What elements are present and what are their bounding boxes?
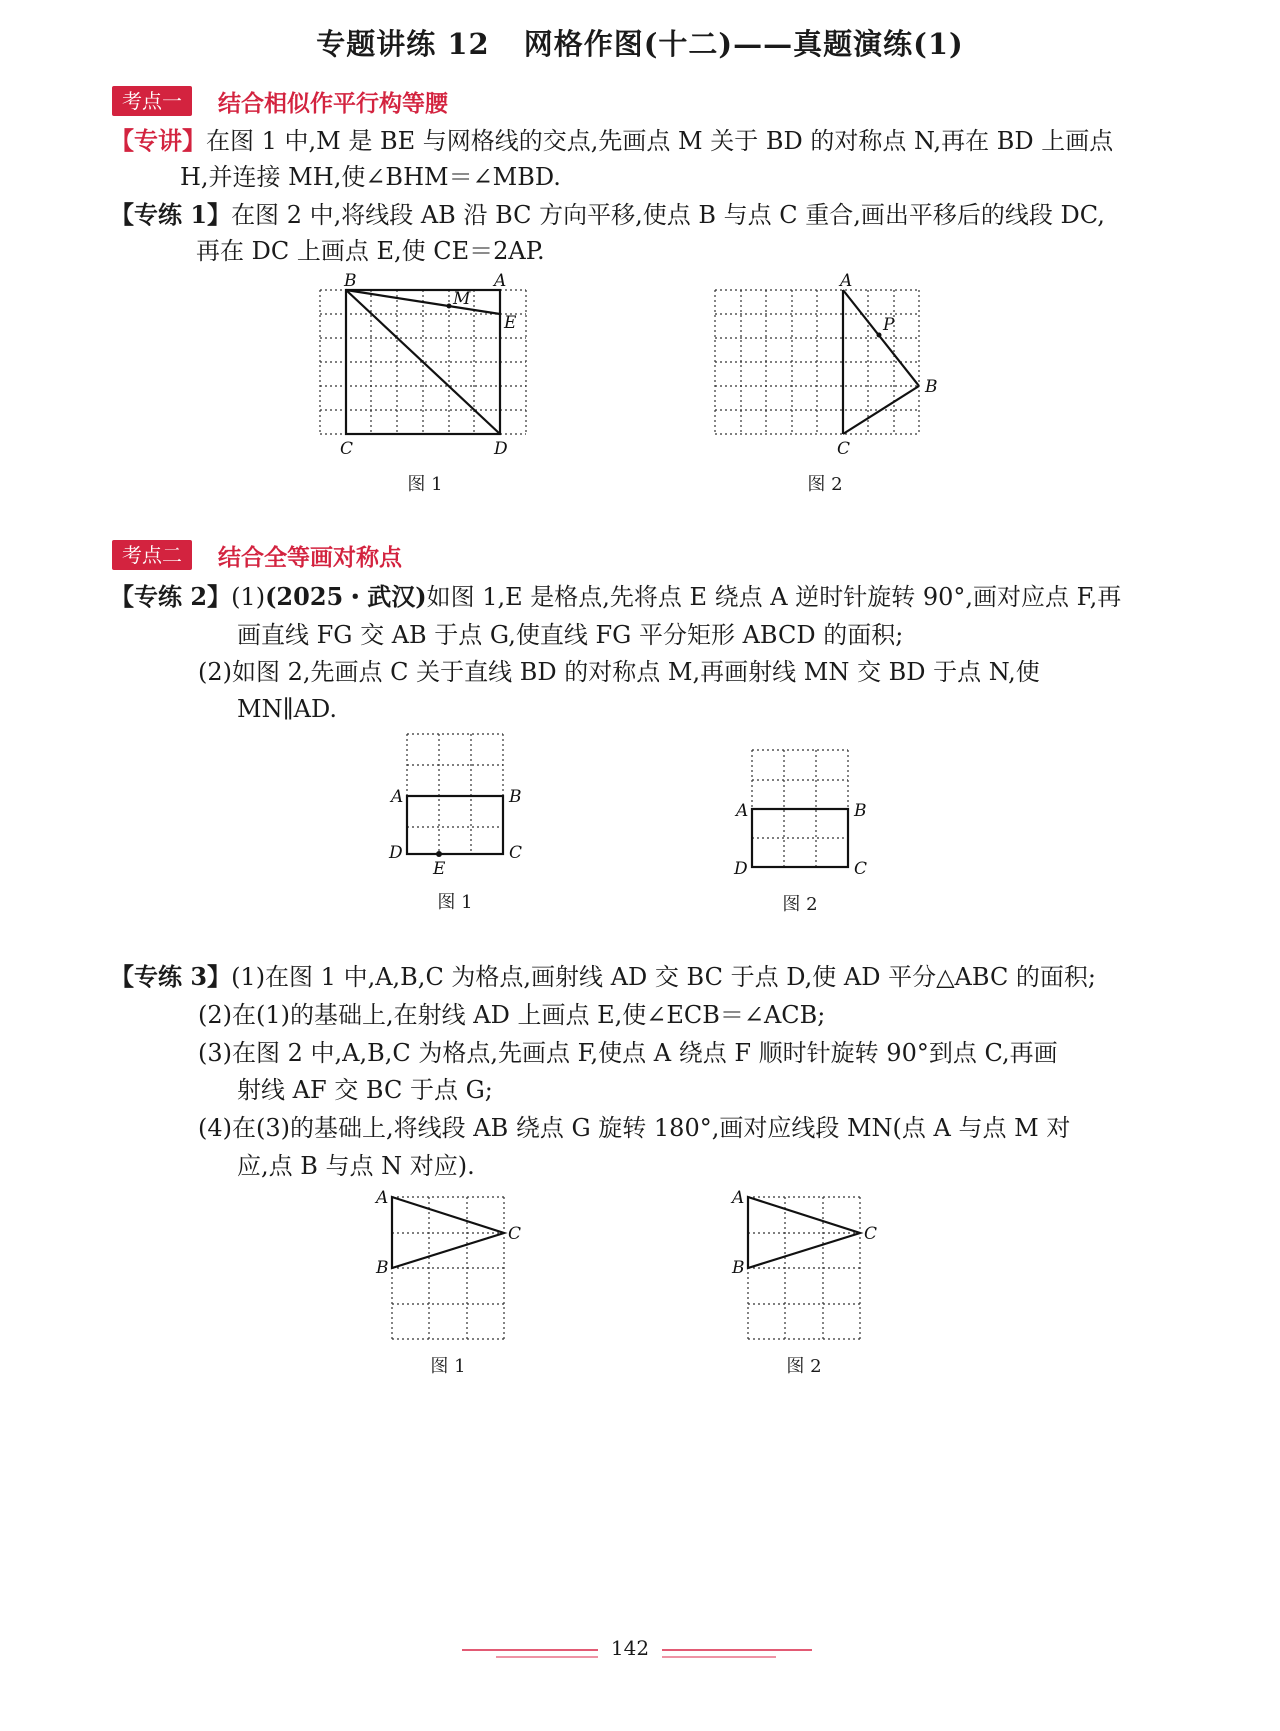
fig3-grid-lines (407, 734, 503, 854)
p2-line2: 画直线 FG 交 AB 于点 G,使直线 FG 平分矩形 ABCD 的面积; (237, 621, 904, 649)
fig4-label-d: D (734, 859, 748, 879)
lecture-line1 (110, 126, 1113, 156)
p3-line5: (4)在(3)的基础上,将线段 AB 绕点 G 旋转 180°,画对应线段 MN(点 A 与点 M 对 (198, 1114, 1071, 1142)
p3-text1: (1)在图 1 中,A,B,C 为格点,画射线 AD 交 BC 于点 D,使 AD 平分△ABC 的面积; (231, 963, 1097, 991)
section2-title: 结合全等画对称点 (218, 544, 402, 571)
p3-label: 【专练 3】 (110, 962, 232, 991)
fig5-label-c: C (508, 1224, 522, 1244)
fig2-segment-ab (843, 290, 919, 386)
fig6-grid-lines (748, 1197, 860, 1339)
p2-label: 【专练 2】 (110, 582, 232, 611)
fig1-label-c: C (340, 439, 354, 459)
page-number: 142 (610, 1636, 650, 1660)
footer-line-right-2 (662, 1656, 776, 1658)
fig3-rect (407, 796, 503, 854)
fig6-label-c: C (864, 1224, 878, 1244)
p3-line3: (3)在图 2 中,A,B,C 为格点,先画点 F,使点 A 绕点 F 顺时针旋转 90°到点 C,再画 (198, 1039, 1058, 1067)
lecture-text1: 在图 1 中,M 是 BE 与网格线的交点,先画点 M 关于 BD 的对称点 N,再在 BD 上画点 (206, 127, 1114, 155)
lecture-topic: 网格作图(十二)——真题演练(1) (523, 27, 964, 61)
fig3-label-d: D (389, 843, 403, 863)
p1-line2: 再在 DC 上画点 E,使 CE＝2AP. (196, 237, 545, 265)
p3-line4: 射线 AF 交 BC 于点 G; (237, 1076, 493, 1104)
p2-line4: MN∥AD. (237, 695, 338, 723)
section1-header (112, 86, 448, 116)
fig5-grid-lines (392, 1197, 504, 1339)
fig1-grid (320, 271, 530, 459)
page-title (0, 22, 1280, 63)
p1-text1: 在图 2 中,将线段 AB 沿 BC 方向平移,使点 B 与点 C 重合,画出平移后的线段 DC, (231, 201, 1105, 229)
p2-source: (2025・武汉) (265, 582, 427, 611)
lecture-number: 专题讲练 12 (316, 27, 490, 61)
fig2-label-c: C (837, 439, 851, 459)
p3-line1 (110, 962, 1096, 992)
fig3-label-e: E (433, 859, 446, 879)
fig3-point-e (436, 851, 442, 857)
lecture-label: 【专讲】 (110, 126, 206, 155)
p2-text1: 如图 1,E 是格点,先将点 E 绕点 A 逆时针旋转 90°,画对应点 F,再 (426, 583, 1122, 611)
fig3-label-c: C (509, 843, 523, 863)
footer-line-left (462, 1649, 598, 1651)
fig3-grid (389, 734, 523, 879)
p1-label: 【专练 1】 (110, 200, 232, 229)
fig3-label-b: B (509, 787, 522, 807)
p1-line1 (110, 200, 1105, 230)
fig2-grid (715, 271, 938, 459)
fig1-label-b: B (344, 271, 357, 291)
fig6-label-a: A (732, 1188, 745, 1208)
fig6-grid (732, 1188, 878, 1347)
fig4-label-a: A (736, 801, 749, 821)
fig2-label-b: B (925, 377, 938, 397)
p3-line2: (2)在(1)的基础上,在射线 AD 上画点 E,使∠ECB＝∠ACB; (198, 1001, 826, 1029)
p2-line3: (2)如图 2,先画点 C 关于直线 BD 的对称点 M,再画射线 MN 交 BD 于点 N,使 (198, 658, 1040, 686)
fig5-label-a: A (376, 1188, 389, 1208)
fig2-label-a: A (840, 271, 853, 291)
fig4-label-c: C (854, 859, 868, 879)
fig6-caption: 图 2 (786, 1356, 822, 1377)
fig5-caption: 图 1 (430, 1356, 466, 1377)
section2-header (112, 540, 402, 570)
p2-prefix: (1) (231, 583, 266, 611)
fig2-grid-lines (715, 290, 919, 434)
fig4-label-b: B (854, 801, 867, 821)
fig1-caption: 图 1 (407, 474, 443, 495)
footer-line-right (662, 1649, 812, 1651)
fig1-label-m: M (453, 289, 471, 309)
fig1-label-a: A (494, 271, 507, 291)
p3-line6: 应,点 B 与点 N 对应). (237, 1152, 475, 1180)
fig1-point-m (447, 304, 452, 309)
fig4-caption: 图 2 (782, 894, 818, 915)
fig2-label-p: P (883, 315, 895, 335)
section1-tag: 考点一 (112, 86, 192, 116)
fig1-label-d: D (494, 439, 508, 459)
fig5-label-b: B (376, 1258, 389, 1278)
fig2-segment-bc (843, 386, 919, 434)
fig3-caption: 图 1 (437, 892, 473, 913)
fig2-caption: 图 2 (807, 474, 843, 495)
fig3-label-a: A (391, 787, 404, 807)
fig1-label-e: E (504, 313, 517, 333)
fig5-grid (376, 1188, 522, 1347)
lecture-line2: H,并连接 MH,使∠BHM＝∠MBD. (180, 163, 561, 191)
footer-line-left-2 (496, 1656, 598, 1658)
fig6-label-b: B (732, 1258, 745, 1278)
p2-line1 (110, 582, 1121, 612)
section2-tag: 考点二 (112, 540, 192, 570)
fig2-point-p (877, 333, 882, 338)
fig4-grid (734, 750, 868, 879)
section1-title: 结合相似作平行构等腰 (218, 90, 448, 117)
